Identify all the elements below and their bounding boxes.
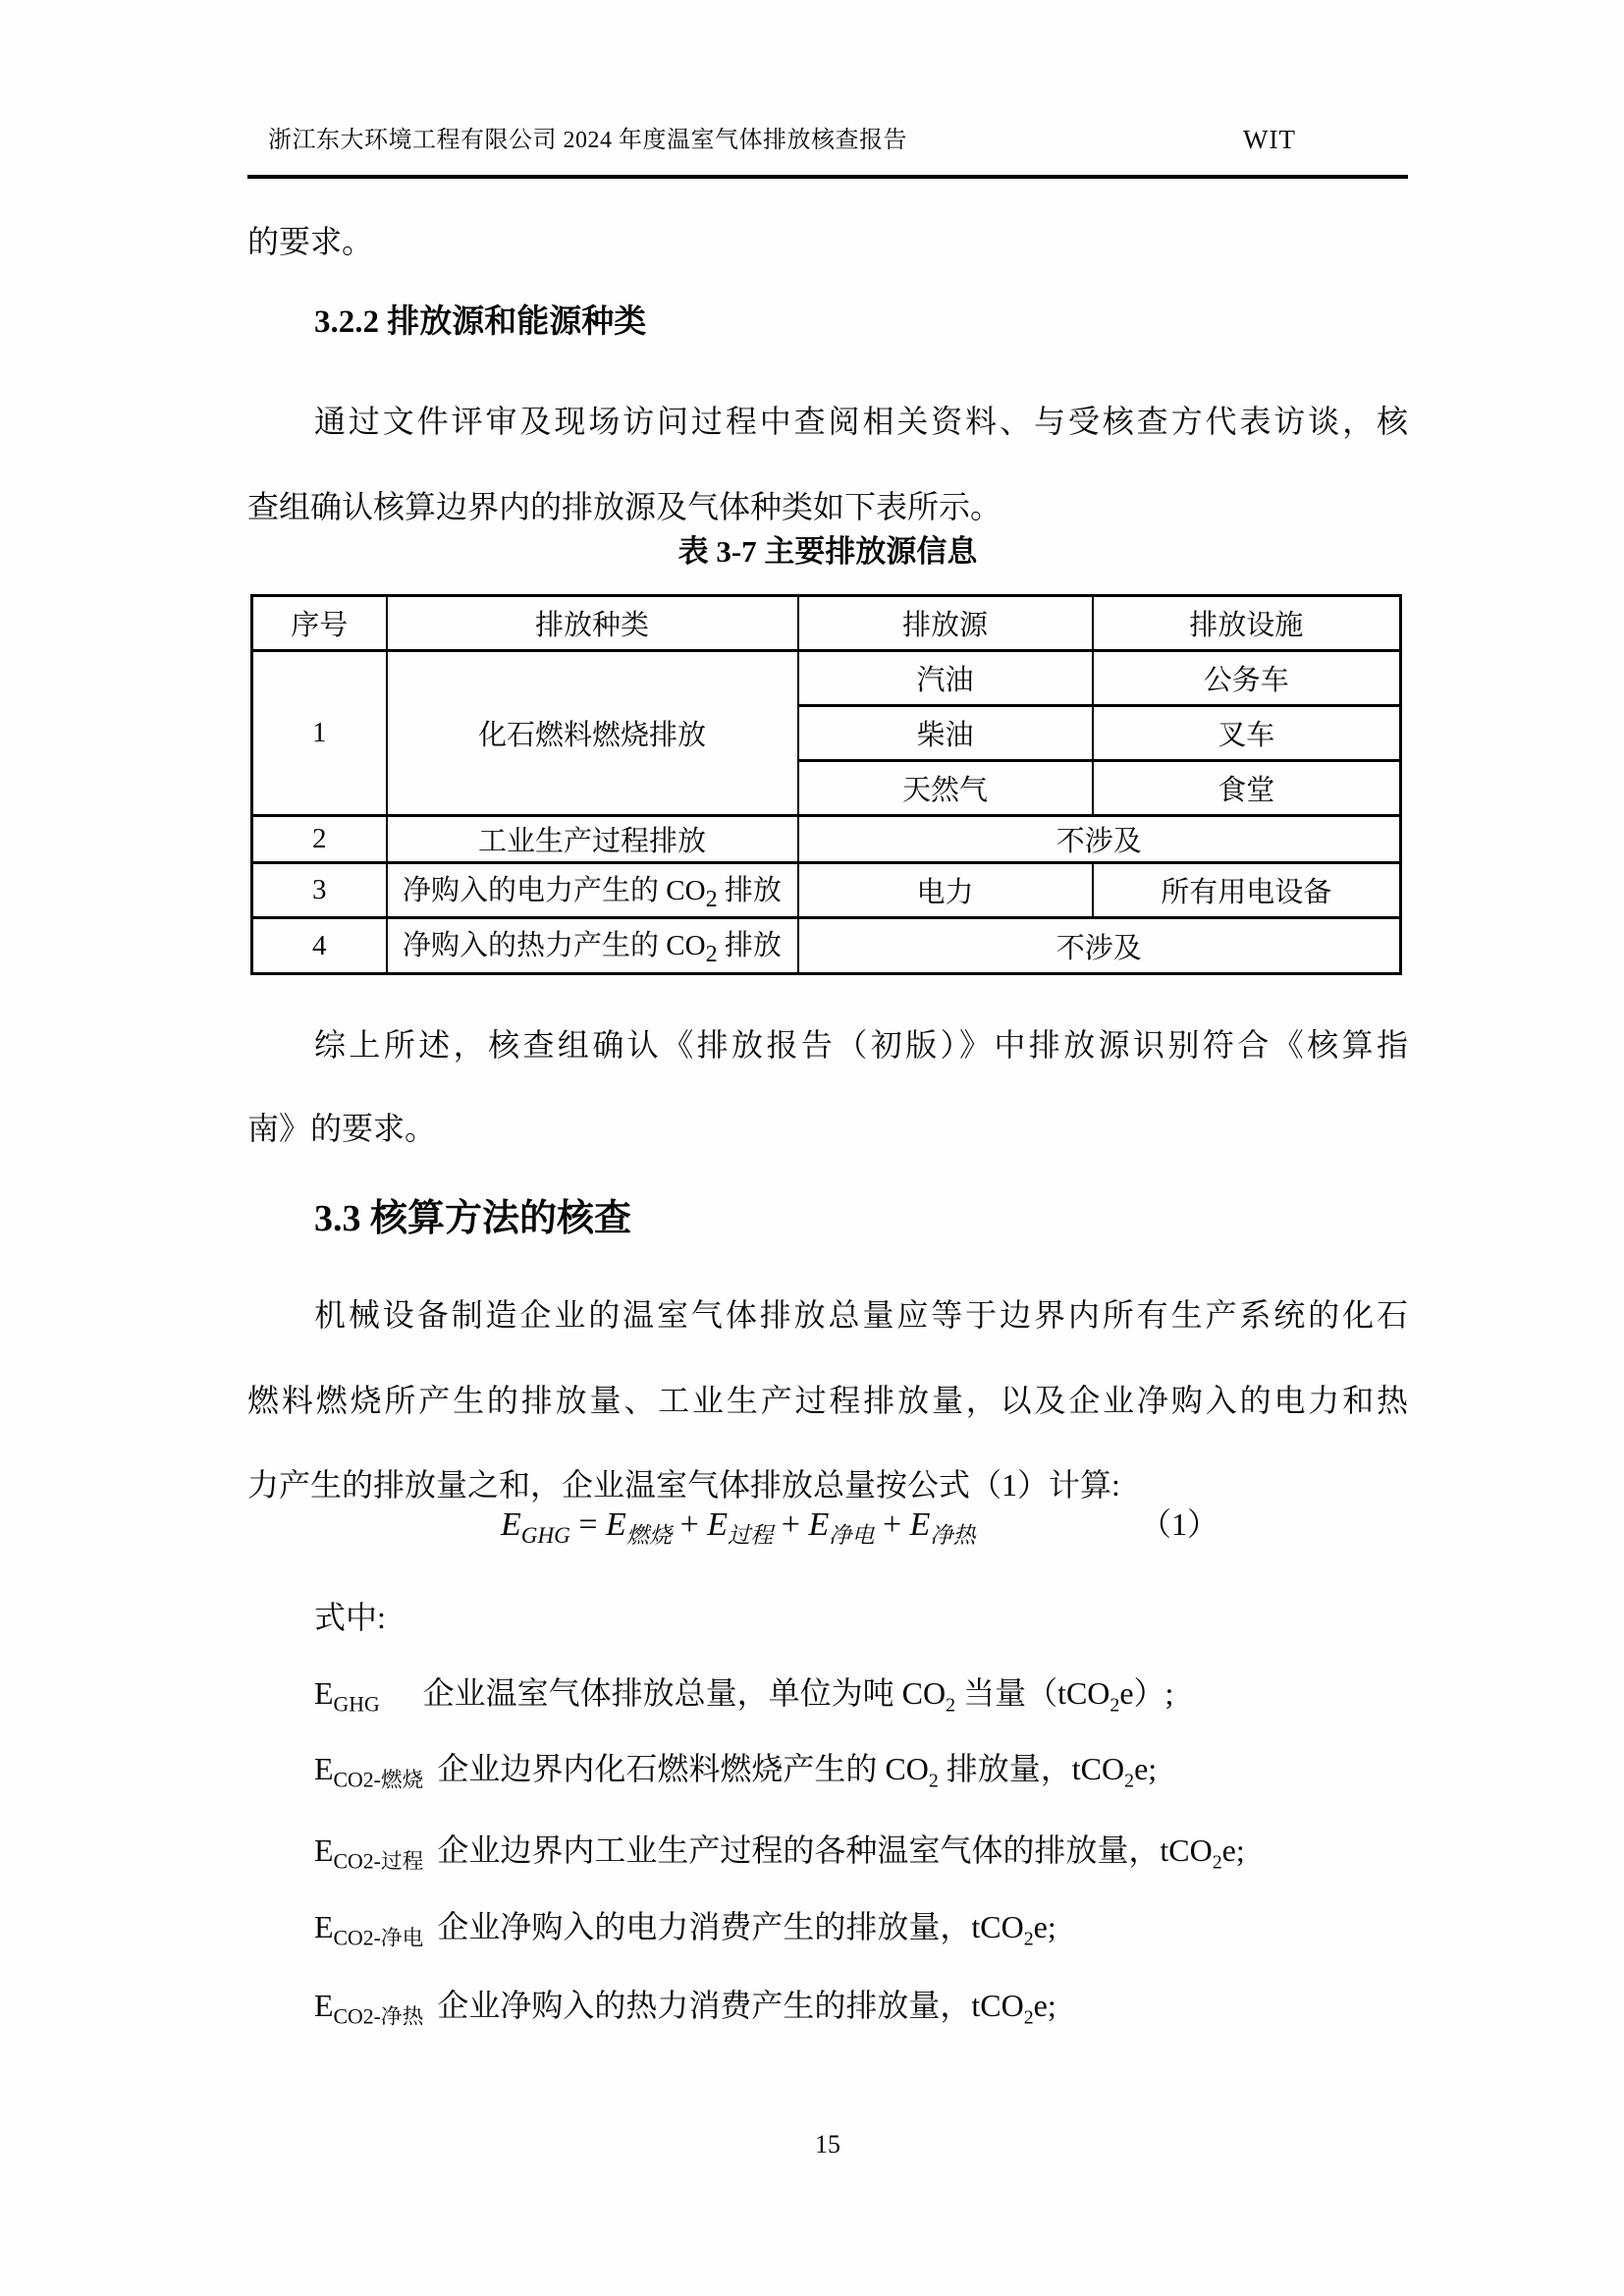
paragraph-line: 机械设备制造企业的温室气体排放总量应等于边界内所有生产系统的化石 [314, 1297, 1408, 1333]
col-header-source: 排放源 [798, 596, 1093, 651]
cell-no-3: 3 [252, 863, 387, 918]
cell-no-2: 2 [252, 816, 387, 863]
definition-text: 企业净购入的热力消费产生的排放量，tCO$_2$e; [437, 1988, 1056, 2029]
definition-line [314, 1831, 1408, 1876]
cell-source: 柴油 [798, 706, 1093, 761]
heading-3-3: 3.3 核算方法的核查 [314, 1198, 632, 1239]
paragraph-line: 通过文件评审及现场访问过程中查阅相关资料、与受核查方代表访谈，核 [314, 404, 1408, 439]
symbol-e-co2-elec: $E_{CO2-净电}$ [314, 1909, 424, 1950]
table-header-row [252, 596, 1401, 651]
page-number: 15 [815, 2130, 840, 2159]
where-label: 式中: [314, 1600, 386, 1635]
header-rule [247, 175, 1408, 179]
cell-facility: 公务车 [1093, 651, 1401, 706]
table-row [252, 863, 1401, 918]
definition-line [314, 1749, 1408, 1794]
cell-source: 汽油 [798, 651, 1093, 706]
content-area [247, 0, 1408, 2296]
equation-1-row [247, 1504, 1408, 1563]
cell-facility: 叉车 [1093, 706, 1401, 761]
paragraph-line: 燃料燃烧所产生的排放量、工业生产过程排放量，以及企业净购入的电力和热 [247, 1383, 1408, 1418]
cell-merged-na: 不涉及 [798, 816, 1401, 863]
cell-kind-1: 化石燃料燃烧排放 [387, 651, 798, 816]
ghg-total-formula: $E_{GHG} = E_{燃烧} + E_{过程} + E_{净电} + E_{净热}$ [501, 1506, 976, 1549]
cell-kind-3: 净购入的电力产生的 $CO_2$ 排放 [387, 863, 798, 918]
paragraph-line: 力产生的排放量之和，企业温室气体排放总量按公式（1）计算: [247, 1467, 1120, 1503]
paragraph-line: 查组确认核算边界内的排放源及气体种类如下表所示。 [247, 489, 1002, 524]
cell-kind-2: 工业生产过程排放 [387, 816, 798, 863]
col-header-facility: 排放设施 [1093, 596, 1401, 651]
table-row [252, 816, 1401, 863]
page-header-title: 浙江东大环境工程有限公司 2024 年度温室气体排放核查报告 [268, 128, 907, 153]
symbol-e-co2-fuel: $E_{CO2-燃烧}$ [314, 1751, 424, 1792]
cell-facility: 食堂 [1093, 761, 1401, 816]
definition-line [314, 1986, 1408, 2031]
page-header-logo: WIT [1243, 125, 1296, 154]
definition-text: 企业边界内工业生产过程的各种温室气体的排放量，tCO$_2$e; [437, 1832, 1245, 1874]
definition-text: 企业净购入的电力消费产生的排放量，tCO$_2$e; [437, 1909, 1056, 1950]
cell-kind-4: 净购入的热力产生的 $CO_2$ 排放 [387, 918, 798, 974]
continuation-line: 的要求。 [247, 224, 374, 259]
definition-line [314, 1907, 1408, 1952]
definition-text: 企业边界内化石燃料燃烧产生的 $CO_2$ 排放量，tCO$_2$e; [437, 1751, 1158, 1792]
definition-text: 企业温室气体排放总量，单位为吨 $CO_2$ 当量（tCO$_2$e）; [422, 1675, 1174, 1717]
cell-source: 电力 [798, 863, 1093, 918]
cell-no-1: 1 [252, 651, 387, 816]
equation-number: （1） [1140, 1506, 1219, 1542]
table-caption: 表 3-7 主要排放源信息 [677, 534, 978, 569]
col-header-kind: 排放种类 [387, 596, 798, 651]
cell-no-4: 4 [252, 918, 387, 974]
paragraph-line: 南》的要求。 [247, 1111, 437, 1146]
cell-facility: 所有用电设备 [1093, 863, 1401, 918]
definition-line [314, 1673, 1408, 1719]
symbol-e-co2-process: $E_{CO2-过程}$ [314, 1832, 424, 1874]
symbol-e-ghg: $E_{GHG}$ [314, 1675, 380, 1717]
heading-3-2-2: 3.2.2 排放源和能源种类 [314, 304, 647, 340]
paragraph-line: 综上所述，核查组确认《排放报告（初版）》中排放源识别符合《核算指 [314, 1027, 1408, 1063]
cell-source: 天然气 [798, 761, 1093, 816]
cell-merged-na: 不涉及 [798, 918, 1401, 974]
table-row [252, 918, 1401, 974]
col-header-no: 序号 [252, 596, 387, 651]
emission-source-table [250, 594, 1399, 975]
symbol-e-co2-heat: $E_{CO2-净热}$ [314, 1988, 424, 2029]
table-row [252, 651, 1401, 706]
